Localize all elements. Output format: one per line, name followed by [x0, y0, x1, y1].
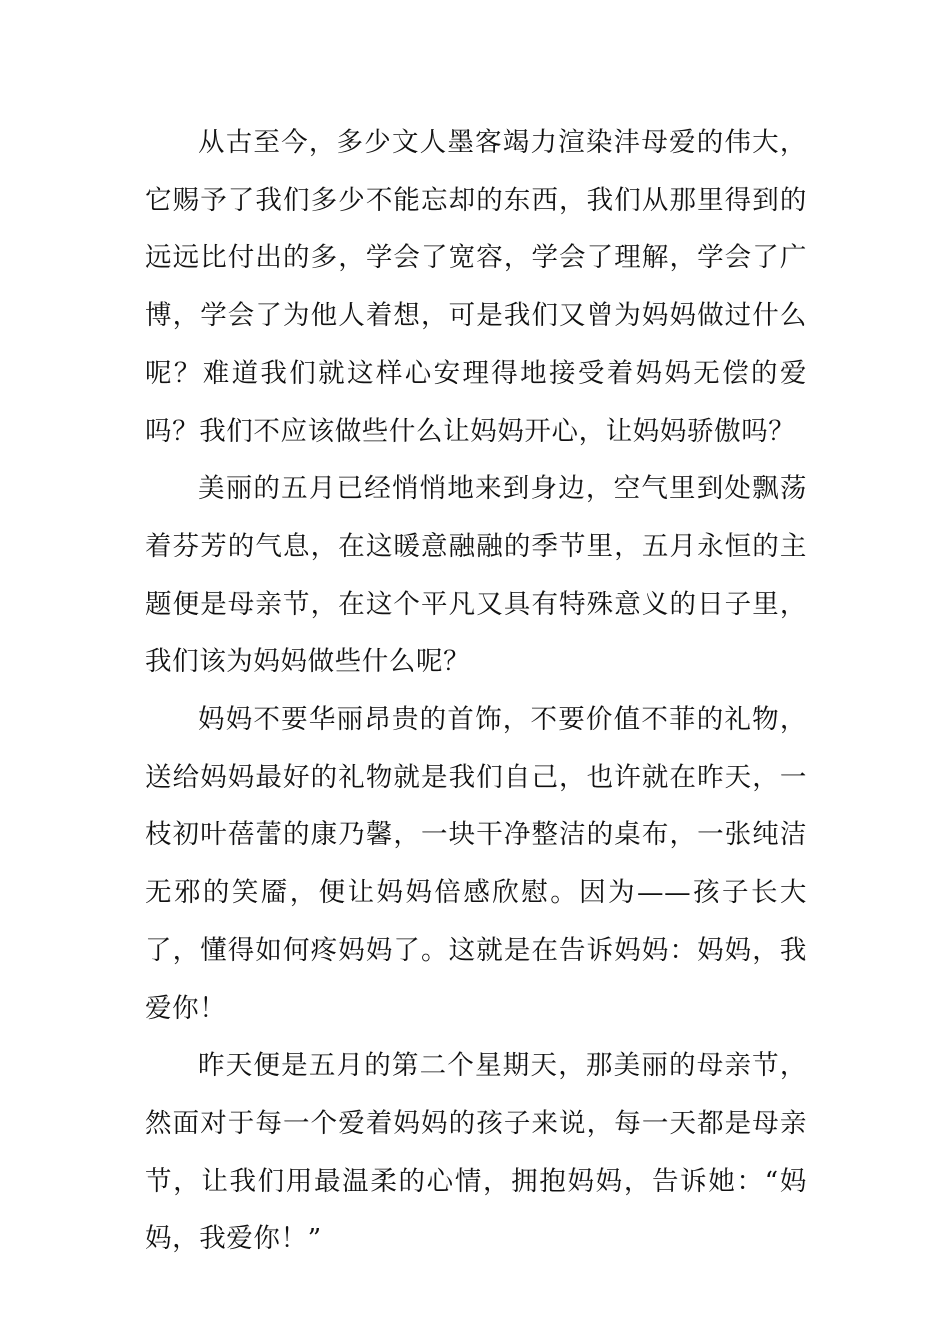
document-body	[145, 114, 807, 1268]
paragraph-3: 妈妈不要华丽昂贵的首饰，不要价值不菲的礼物，送给妈妈最好的礼物就是我们自己，也许就在昨天，一枝初叶蓓蕾的康乃馨，一块干净整洁的桌布，一张纯洁无邪的笑靥，便让妈妈倍感欣慰。因为——孩子长大了，懂得如何疼妈妈了。这就是在告诉妈妈：妈妈，我爱你！	[145, 704, 807, 1024]
paragraph-2: 美丽的五月已经悄悄地来到身边，空气里到处飘荡着芬芳的气息，在这暖意融融的季节里，五月永恒的主题便是母亲节，在这个平凡又具有特殊意义的日子里，我们该为妈妈做些什么呢？	[145, 473, 807, 678]
paragraph-1: 从古至今，多少文人墨客竭力渲染沣母爱的伟大，它赐予了我们多少不能忘却的东西，我们从那里得到的远远比付出的多，学会了宽容，学会了理解，学会了广博，学会了为他人着想，可是我们又曾为妈妈做过什么呢？难道我们就这样心安理得地接受着妈妈无偿的爱吗？我们不应该做些什么让妈妈开心，让妈妈骄傲吗？	[145, 127, 807, 447]
paragraph-4: 昨天便是五月的第二个星期天，那美丽的母亲节，然面对于每一个爱着妈妈的孩子来说，每一天都是母亲节，让我们用最温柔的心情，拥抱妈妈，告诉她：“妈妈，我爱你！”	[145, 1050, 807, 1255]
